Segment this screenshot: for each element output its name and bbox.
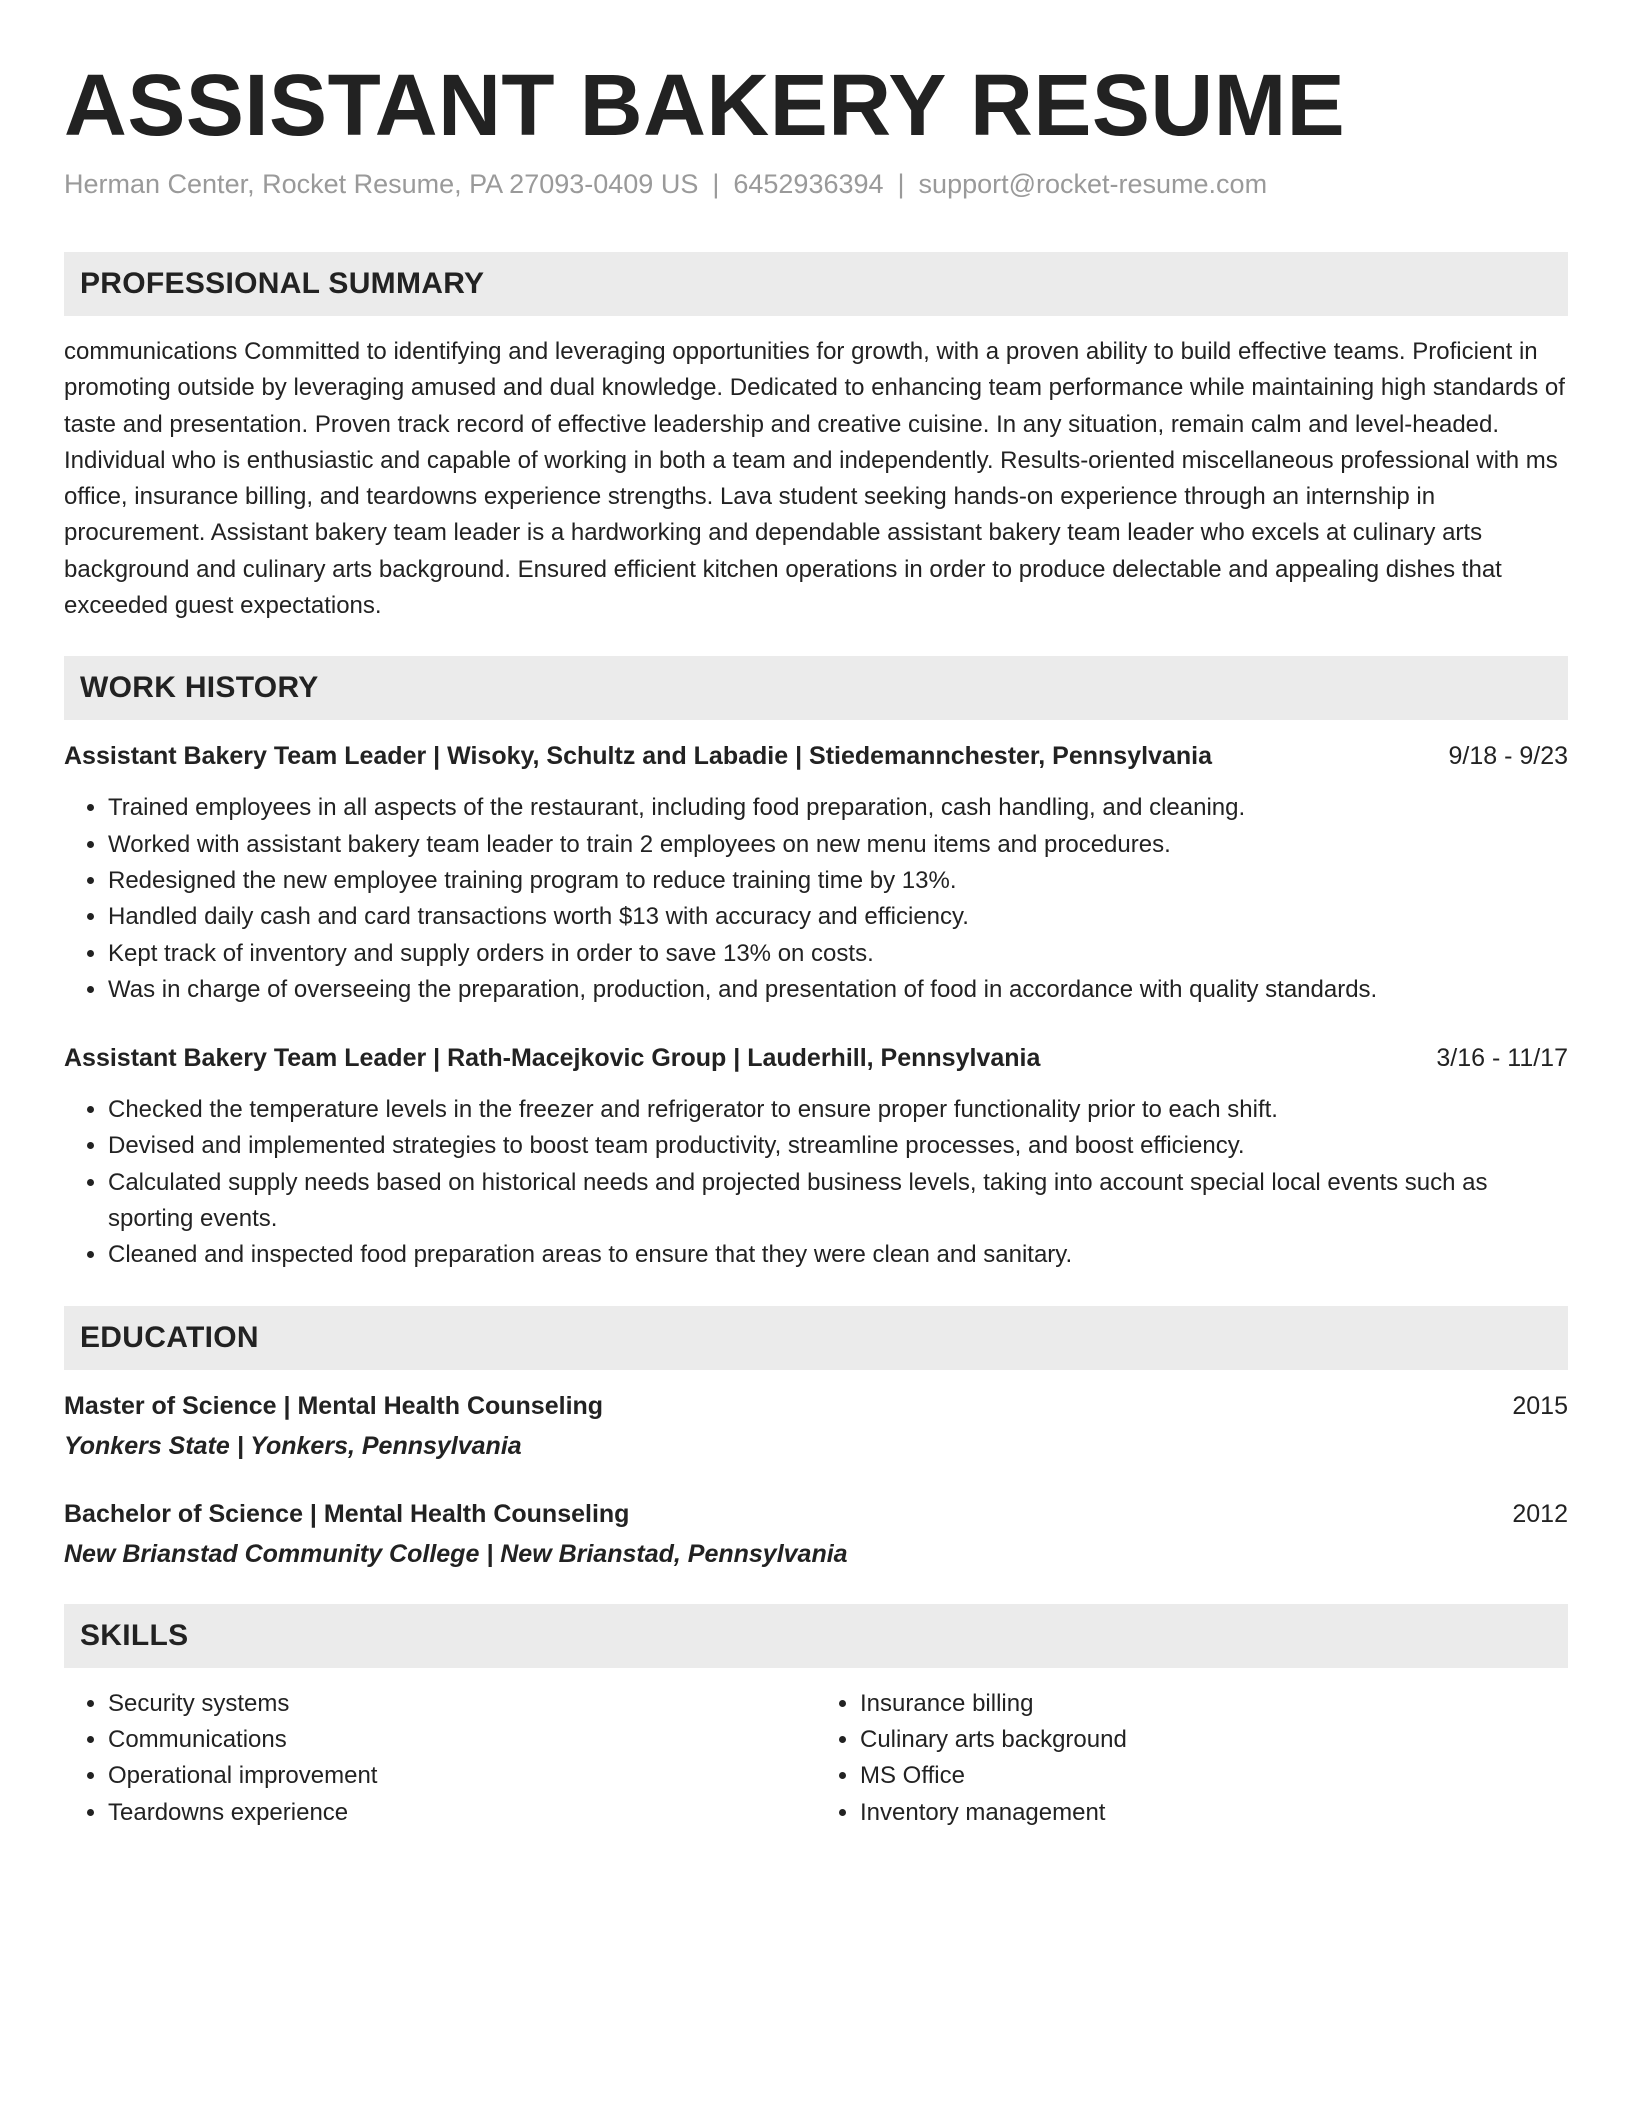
- skill-item: • Inventory management: [860, 1795, 1568, 1831]
- summary-text: communications Committed to identifying and leveraging opportunities for growth, with a proven ability to build effective teams. Proficient in promoting outside by leveraging amused and dual knowledge. Dedicated to enhancing team performance while maintaining high standards of taste and presentation. Proven track record of effective leadership and creative cuisine. In any situation, remain calm and level-headed. Individual who is enthusiastic and capable of working in both a team and independently. Results-oriented miscellaneous professional with ms office, insurance billing, and teardowns experience strengths. Lava student seeking hands-on experience through an internship in procurement. Assistant bakery team leader is a hardworking and dependable assistant bakery team leader who excels at culinary arts background and culinary arts background. Ensured efficient kitchen operations in order to produce delectable and appealing dishes that exceeded guest expectations.: [64, 338, 1565, 620]
- summary-heading: PROFESSIONAL SUMMARY: [80, 267, 485, 300]
- skills-section-header: [64, 1604, 1568, 1668]
- job-dates: 3/16 - 11/17: [1436, 1044, 1568, 1073]
- summary-section-header: [64, 252, 1568, 316]
- skill-item: • Operational improvement: [108, 1758, 816, 1794]
- job-bullet: • Devised and implemented strategies to boost team productivity, streamline processes, and boost efficiency.: [108, 1128, 1568, 1164]
- skills-heading: SKILLS: [80, 1618, 189, 1652]
- job-bullet: • Redesigned the new employee training program to reduce training time by 13%.: [108, 863, 1568, 899]
- skill-item: • MS Office: [860, 1758, 1568, 1794]
- education-entry: [64, 1388, 1568, 1464]
- graduation-year: 2015: [1512, 1391, 1568, 1420]
- contact-separator: |: [897, 169, 905, 199]
- skills-column-left: [64, 1686, 816, 1831]
- skills-column-right: [816, 1686, 1568, 1831]
- skill-item: • Culinary arts background: [860, 1722, 1568, 1758]
- job-bullet: • Kept track of inventory and supply orders in order to save 13% on costs.: [108, 936, 1568, 972]
- degree-title: Master of Science | Mental Health Counseling: [64, 1391, 604, 1420]
- job-bullets: [64, 790, 1568, 1008]
- resume-title: ASSISTANT BAKERY RESUME: [64, 57, 1346, 154]
- skill-item: • Communications: [108, 1722, 816, 1758]
- education-heading: EDUCATION: [80, 1320, 259, 1354]
- education-section-header: [64, 1306, 1568, 1370]
- job-bullet: • Was in charge of overseeing the preparation, production, and presentation of food in accordance with quality standards.: [108, 972, 1568, 1008]
- education-header: [64, 1388, 1568, 1424]
- contact-address: Herman Center, Rocket Resume, PA 27093-0409 US: [64, 169, 699, 199]
- job-title: Assistant Bakery Team Leader | Wisoky, Schultz and Labadie | Stiedemannchester, Pennsylvania: [64, 742, 1212, 771]
- job-bullet: • Handled daily cash and card transactions worth $13 with accuracy and efficiency.: [108, 899, 1568, 935]
- job-bullet: • Calculated supply needs based on historical needs and projected business levels, taking into account special local events such as sporting events.: [108, 1165, 1568, 1238]
- job-header: [64, 1040, 1568, 1076]
- contact-phone: 6452936394: [733, 169, 884, 199]
- job-bullet: • Checked the temperature levels in the freezer and refrigerator to ensure proper functionality prior to each shift.: [108, 1092, 1568, 1128]
- education-entry: [64, 1496, 1568, 1572]
- job-bullet: • Worked with assistant bakery team leader to train 2 employees on new menu items and procedures.: [108, 827, 1568, 863]
- work-heading: WORK HISTORY: [80, 671, 319, 705]
- job-title: Assistant Bakery Team Leader | Rath-Macejkovic Group | Lauderhill, Pennsylvania: [64, 1044, 1041, 1073]
- contact-separator: |: [712, 169, 720, 199]
- job-bullets: [64, 1092, 1568, 1273]
- school-name: Yonkers State | Yonkers, Pennsylvania: [64, 1431, 522, 1460]
- degree-title: Bachelor of Science | Mental Health Counseling: [64, 1499, 630, 1528]
- graduation-year: 2012: [1512, 1499, 1568, 1528]
- job-bullet: • Trained employees in all aspects of the restaurant, including food preparation, cash handling, and cleaning.: [108, 790, 1568, 826]
- job-entry: [64, 1040, 1568, 1273]
- education-header: [64, 1496, 1568, 1532]
- contact-email: support@rocket-resume.com: [918, 169, 1268, 199]
- skills-grid: [64, 1686, 1568, 1831]
- job-entry: [64, 738, 1568, 1008]
- school-name: New Brianstad Community College | New Brianstad, Pennsylvania: [64, 1539, 848, 1568]
- skill-item: • Security systems: [108, 1686, 816, 1722]
- work-section-header: [64, 656, 1568, 720]
- skill-item: • Insurance billing: [860, 1686, 1568, 1722]
- job-header: [64, 738, 1568, 774]
- skill-item: • Teardowns experience: [108, 1795, 816, 1831]
- job-bullet: • Cleaned and inspected food preparation areas to ensure that they were clean and sanitary.: [108, 1237, 1568, 1273]
- contact-line: [64, 166, 1568, 202]
- job-dates: 9/18 - 9/23: [1448, 742, 1568, 771]
